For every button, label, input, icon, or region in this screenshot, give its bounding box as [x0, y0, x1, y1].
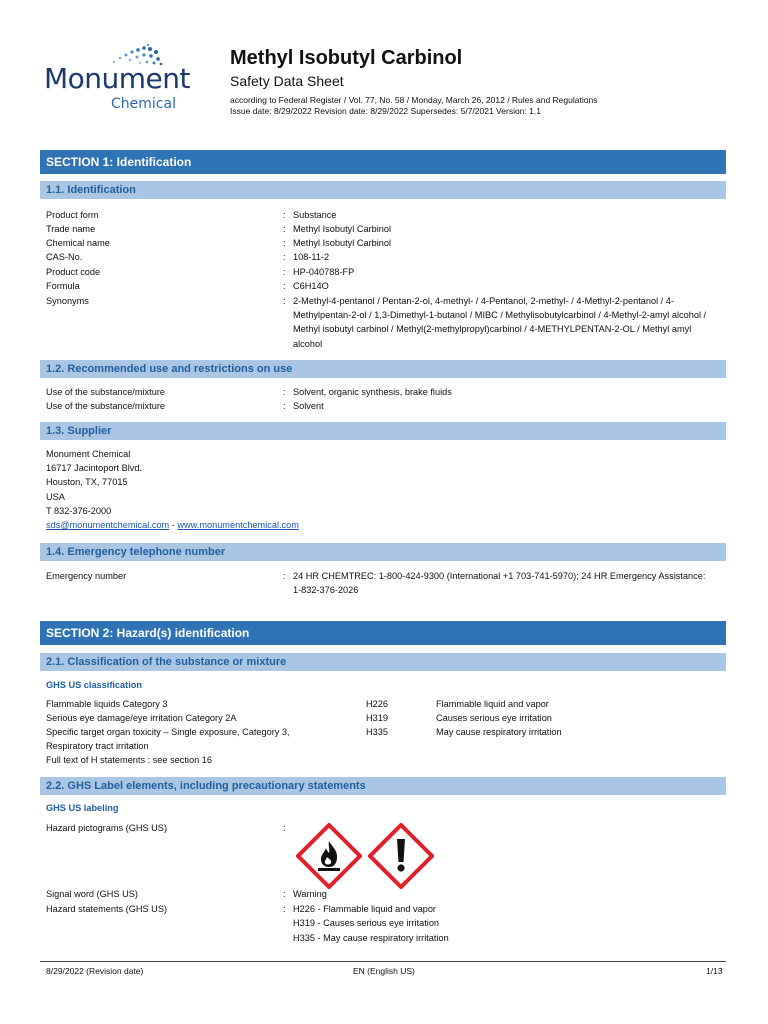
hazard-statement-line: H319 - Causes serious eye irritation — [293, 918, 440, 928]
field-value: C6H14O — [293, 281, 329, 291]
field-value: HP-040788-FP — [293, 267, 355, 277]
logo-word: Monument — [44, 62, 191, 95]
subsection-2-1-header: 2.1. Classification of the substance or mixture — [40, 653, 726, 671]
website-link[interactable]: www.monumentchemical.com — [177, 520, 299, 530]
field-label: CAS-No. — [46, 252, 83, 262]
flame-icon — [296, 823, 362, 889]
field-label: Hazard statements (GHS US) — [46, 904, 168, 914]
supplier-phone: T 832-376-2000 — [46, 506, 112, 516]
hazard-code: H226 — [366, 699, 388, 709]
subsection-1-4-header: 1.4. Emergency telephone number — [40, 543, 726, 561]
field-label: Product form — [46, 210, 99, 220]
hazard-statement-line: H335 - May cause respiratory irritation — [293, 933, 449, 943]
document-dates: Issue date: 8/29/2022 Revision date: 8/29/2022 Supersedes: 5/7/2021 Version: 1.1 — [230, 106, 541, 116]
field-value: Methyl Isobutyl Carbinol — [293, 224, 392, 234]
hazard-category: Serious eye damage/eye irritation Category 2A — [46, 713, 237, 723]
subsection-1-3-header: 1.3. Supplier — [40, 422, 726, 440]
email-link[interactable]: sds@monumentchemical.com — [46, 520, 170, 530]
field-label: Trade name — [46, 224, 96, 234]
field-label: Chemical name — [46, 238, 110, 248]
field-label: Product code — [46, 267, 101, 277]
exclamation-icon — [368, 823, 434, 889]
field-label: Hazard pictograms (GHS US) — [46, 823, 167, 833]
document-title: Methyl Isobutyl Carbinol — [230, 47, 463, 69]
subsection-1-2-header: 1.2. Recommended use and restrictions on use — [40, 360, 726, 378]
field-label: Use of the substance/mixture — [46, 401, 165, 411]
footer-divider — [40, 961, 726, 962]
regulation-reference: according to Federal Register / Vol. 77, No. 58 / Monday, March 26, 2012 / Rules and Regulations — [230, 95, 598, 105]
hazard-code: H335 — [366, 727, 388, 737]
hazard-category: Flammable liquids Category 3 — [46, 699, 168, 709]
field-value: Solvent, organic synthesis, brake fluids — [293, 387, 452, 397]
supplier-street: 16717 Jacintoport Blvd. — [46, 463, 143, 473]
supplier-contact — [46, 518, 299, 532]
field-value: Solvent — [293, 401, 324, 411]
hazard-statement: Causes serious eye irritation — [436, 713, 552, 723]
logo — [44, 42, 189, 117]
hazard-statement: Flammable liquid and vapor — [436, 699, 549, 709]
hazard-code: H319 — [366, 713, 388, 723]
field-label: Emergency number — [46, 571, 127, 581]
field-label: Synonyms — [46, 296, 89, 306]
footer-language: EN (English US) — [353, 966, 415, 976]
h-statements-note: Full text of H statements : see section 16 — [46, 755, 212, 765]
field-value: Methyl Isobutyl Carbinol — [293, 238, 392, 248]
hazard-category: Specific target organ toxicity – Single exposure, Category 3, Respiratory tract irritation — [46, 727, 290, 752]
field-value: 108-11-2 — [293, 252, 330, 262]
footer-page-number: 1/13 — [706, 966, 723, 976]
subsection-1-1-header: 1.1. Identification — [40, 181, 726, 199]
subsection-2-2-header: 2.2. GHS Label elements, including precautionary statements — [40, 777, 726, 795]
supplier-country: USA — [46, 492, 65, 502]
footer-revision-date: 8/29/2022 (Revision date) — [46, 966, 144, 976]
field-value: Substance — [293, 210, 337, 220]
signal-word-value: Warning — [293, 889, 327, 899]
field-label: Signal word (GHS US) — [46, 889, 138, 899]
supplier-city: Houston, TX, 77015 — [46, 477, 128, 487]
ghs-labeling-heading: GHS US labeling — [46, 803, 119, 813]
ghs-pictograms — [296, 823, 436, 889]
synonyms-value: 2-Methyl-4-pentanol / Pentan-2-ol, 4-methyl- / 4-Pentanol, 2-methyl- / 4-Methyl-2-pentanol / 4-Methylpentan-2-ol / 1,3-Dimethyl-1-butanol / MIBC / Methylisobutylcarbinol / 4-Methyl-2-amyl alcohol / Methyl isobutyl carbinol / Methyl(2-methylpropyl)carbinol / 4-METHYLPENTAN-2-OL / Methyl amyl alcohol — [293, 296, 707, 349]
hazard-statement-line: H226 - Flammable liquid and vapor — [293, 904, 436, 914]
ghs-classification-heading: GHS US classification — [46, 680, 142, 690]
link-separator: - — [169, 520, 178, 530]
field-label: Formula — [46, 281, 80, 291]
logo-sub: Chemical — [111, 96, 176, 112]
supplier-name: Monument Chemical — [46, 449, 131, 459]
section-1-header: SECTION 1: Identification — [40, 150, 726, 174]
emergency-number-value: 24 HR CHEMTREC: 1-800-424-9300 (International +1 703-741-5970); 24 HR Emergency Assistance: 1-832-376-2026 — [293, 571, 706, 596]
hazard-statement: May cause respiratory irritation — [436, 727, 562, 737]
field-label: Use of the substance/mixture — [46, 387, 165, 397]
document-subtitle: Safety Data Sheet — [230, 73, 344, 89]
section-2-header: SECTION 2: Hazard(s) identification — [40, 621, 726, 645]
